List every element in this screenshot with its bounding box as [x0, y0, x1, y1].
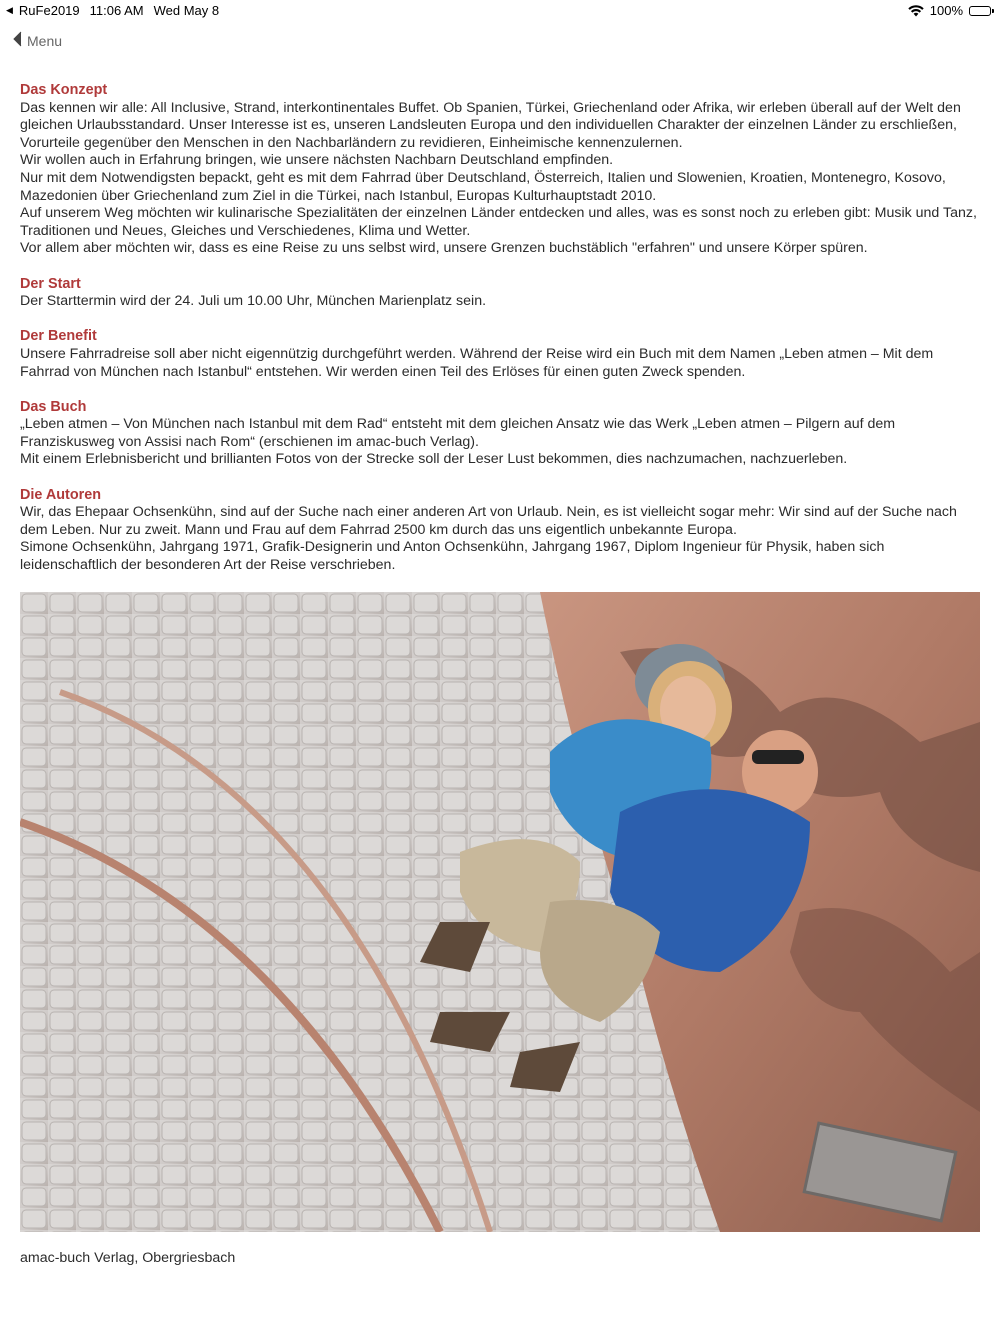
- section-paragraph: Simone Ochsenkühn, Jahrgang 1971, Grafik-Designerin und Anton Ochsenkühn, Jahrgang 1967, Diplom Ingenieur für Physik, haben sich leidenschaftlich der besonderen Art der Reise verschrieben.: [20, 539, 885, 574]
- article-content: [20, 82, 982, 592]
- section-paragraph: Auf unserem Weg möchten wir kulinarische Spezialitäten der einzelnen Länder entdecken und alles, was es sonst noch zu erleben gibt: Musik und Tanz, Traditionen und Neues, Gleiches und Verschiedenes, Klima und Wetter.: [20, 205, 977, 239]
- status-time: 11:06 AM: [89, 3, 144, 18]
- section-start: [20, 276, 982, 311]
- section-paragraph: Der Starttermin wird der 24. Juli um 10.00 Uhr, München Marienplatz sein.: [20, 293, 487, 310]
- section-paragraph: Das kennen wir alle: All Inclusive, Strand, interkontinentales Buffet. Ob Spanien, Türkei, Griechenland oder Afrika, wir erleben überall auf der Welt den gleichen Urlaubsstandard. Unser Interesse ist es, unseren Landsleuten Europa und den individuellen Charakter der einzelnen Länder zu erschließen, Vorurteile gegenüber den Menschen in den Nachbarländern zu revidieren, Einheimische kennenzulernen.: [20, 99, 961, 151]
- battery-icon: [969, 6, 994, 16]
- section-paragraph: Mit einem Erlebnisbericht und brillianten Fotos von der Strecke soll der Leser Lust bekommen, dies nachzumachen, nachzuerleben.: [20, 451, 848, 468]
- section-heading: Die Autoren: [20, 486, 102, 503]
- status-date: Wed May 8: [153, 3, 220, 18]
- section-benefit: [20, 328, 982, 381]
- section-paragraph: Wir wollen auch in Erfahrung bringen, wie unsere nächsten Nachbarn Deutschland empfinden.: [20, 152, 614, 169]
- menu-back-button[interactable]: [12, 31, 62, 50]
- section-konzept: [20, 82, 982, 258]
- section-paragraph: „Leben atmen – Von München nach Istanbul mit dem Rad“ entsteht mit dem gleichen Ansatz wie das Werk „Leben atmen – Pilgern auf dem Franziskusweg von Assisi nach Rom“ (erschienen im amac-buch Verlag).: [20, 416, 896, 450]
- section-heading: Der Start: [20, 275, 81, 292]
- battery-percent: 100%: [929, 3, 963, 18]
- photo-caption: amac-buch Verlag, Obergriesbach: [20, 1250, 236, 1266]
- authors-photo: [20, 592, 980, 1232]
- status-left: [6, 3, 219, 18]
- status-bar: [0, 0, 1000, 20]
- section-autoren: [20, 487, 982, 575]
- section-heading: Das Konzept: [20, 82, 108, 98]
- section-paragraph: Nur mit dem Notwendigsten bepackt, geht es mit dem Fahrrad über Deutschland, Österreich, Italien und Slowenien, Kroatien, Montenegro, Kosovo, Mazedonien über Griechenland zum Ziel in die Türkei, nach Istanbul, Europas Kulturhauptstadt 2010.: [20, 169, 946, 204]
- section-heading: Der Benefit: [20, 328, 97, 345]
- chevron-left-icon: [12, 31, 22, 50]
- section-buch: [20, 399, 982, 469]
- wifi-icon: [908, 5, 924, 17]
- menu-back-label[interactable]: Menu: [27, 32, 63, 49]
- back-to-app-icon[interactable]: ◀: [6, 5, 13, 15]
- section-paragraph: Vor allem aber möchten wir, dass es eine Reise zu uns selbst wird, unsere Grenzen buchstäblich "erfahren" und unsere Körper spüren.: [20, 240, 868, 257]
- section-paragraph: Wir, das Ehepaar Ochsenkühn, sind auf der Suche nach einer anderen Art von Urlaub. Nein, es ist vielleicht sogar mehr: Wir sind auf der Suche nach dem Leben. Nur zu zweit. Mann und Frau auf dem Fahrrad 2500 km durch das uns eigentlich unbekannte Europa.: [20, 504, 957, 538]
- back-app-label[interactable]: RuFe2019: [18, 3, 80, 18]
- section-paragraph: Unsere Fahrradreise soll aber nicht eigennützig durchgeführt werden. Während der Reise wird ein Buch mit dem Namen „Leben atmen – Mit dem Fahrrad von München nach Istanbul“ entstehen. Wir werden einen Teil des Erlöses für einen guten Zweck spenden.: [20, 345, 934, 380]
- status-right: [908, 3, 994, 18]
- section-heading: Das Buch: [20, 398, 87, 415]
